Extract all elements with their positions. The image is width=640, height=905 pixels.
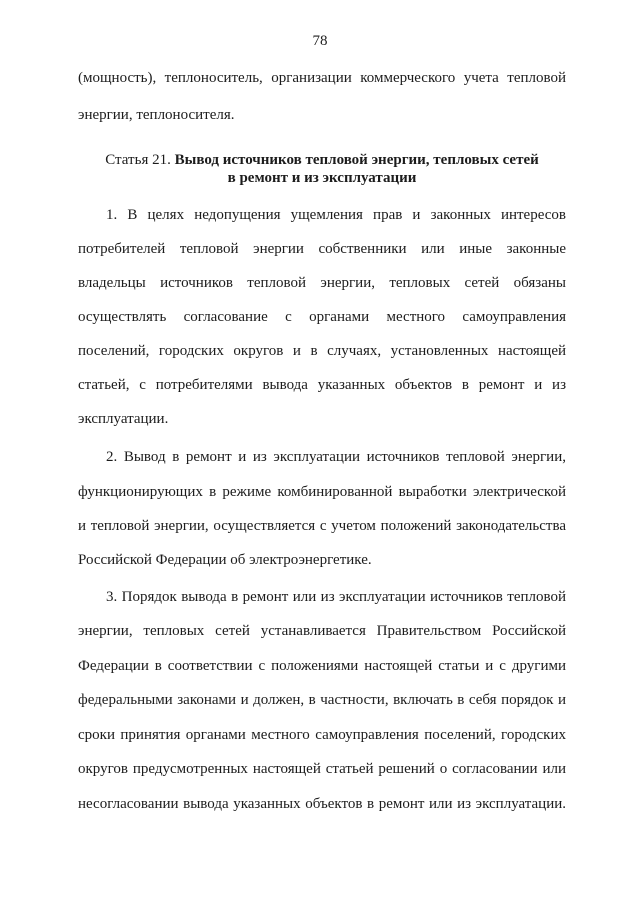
paragraph-3-line: федеральными законами и должен, в частности, включать в себя порядок и — [78, 692, 566, 708]
paragraph-2-line: функционирующих в режиме комбинированной выработки электрической — [78, 484, 566, 500]
intro-line: (мощность), теплоноситель, организации коммерческого учета тепловой — [78, 70, 566, 86]
paragraph-1-line: потребителей тепловой энергии собственники или иные законные — [78, 241, 566, 257]
intro-line: энергии, теплоносителя. — [78, 107, 235, 123]
article-number: Статья 21. — [105, 152, 171, 168]
paragraph-1-line: эксплуатации. — [78, 411, 169, 427]
paragraph-3-line: Федерации в соответствии с положениями настоящей статьи и с другими — [78, 658, 566, 674]
paragraph-1-line: владельцы источников тепловой энергии, тепловых сетей обязаны — [78, 275, 566, 291]
page-number: 78 — [312, 33, 328, 49]
paragraph-3-line: сроки принятия органами местного самоуправления поселений, городских — [78, 727, 566, 743]
paragraph-3-line: несогласовании вывода указанных объектов в ремонт или из эксплуатации. — [78, 796, 566, 812]
paragraph-2-line: 2. Вывод в ремонт и из эксплуатации источников тепловой энергии, — [106, 449, 566, 465]
paragraph-1-line: поселений, городских округов и в случаях, установленных настоящей — [78, 343, 566, 359]
paragraph-1-line: осуществлять согласование с органами местного самоуправления — [78, 309, 566, 325]
paragraph-2-line: и тепловой энергии, осуществляется с учетом положений законодательства — [78, 518, 566, 534]
paragraph-1-line: статьей, с потребителями вывода указанных объектов в ремонт и из — [78, 377, 566, 393]
article-title-line: в ремонт и из эксплуатации — [227, 170, 417, 186]
paragraph-2-line: Российской Федерации об электроэнергетике. — [78, 552, 372, 568]
article-title-line: Вывод источников тепловой энергии, тепловых сетей — [174, 152, 539, 168]
paragraph-1-line: 1. В целях недопущения ущемления прав и законных интересов — [106, 207, 566, 223]
article-heading — [78, 151, 566, 187]
paragraph-3-line: энергии, тепловых сетей устанавливается Правительством Российской — [78, 623, 566, 639]
paragraph-3-line: 3. Порядок вывода в ремонт или из эксплуатации источников тепловой — [106, 589, 566, 605]
paragraph-3-line: округов предусмотренных настоящей статьей решений о согласовании или — [78, 761, 566, 777]
